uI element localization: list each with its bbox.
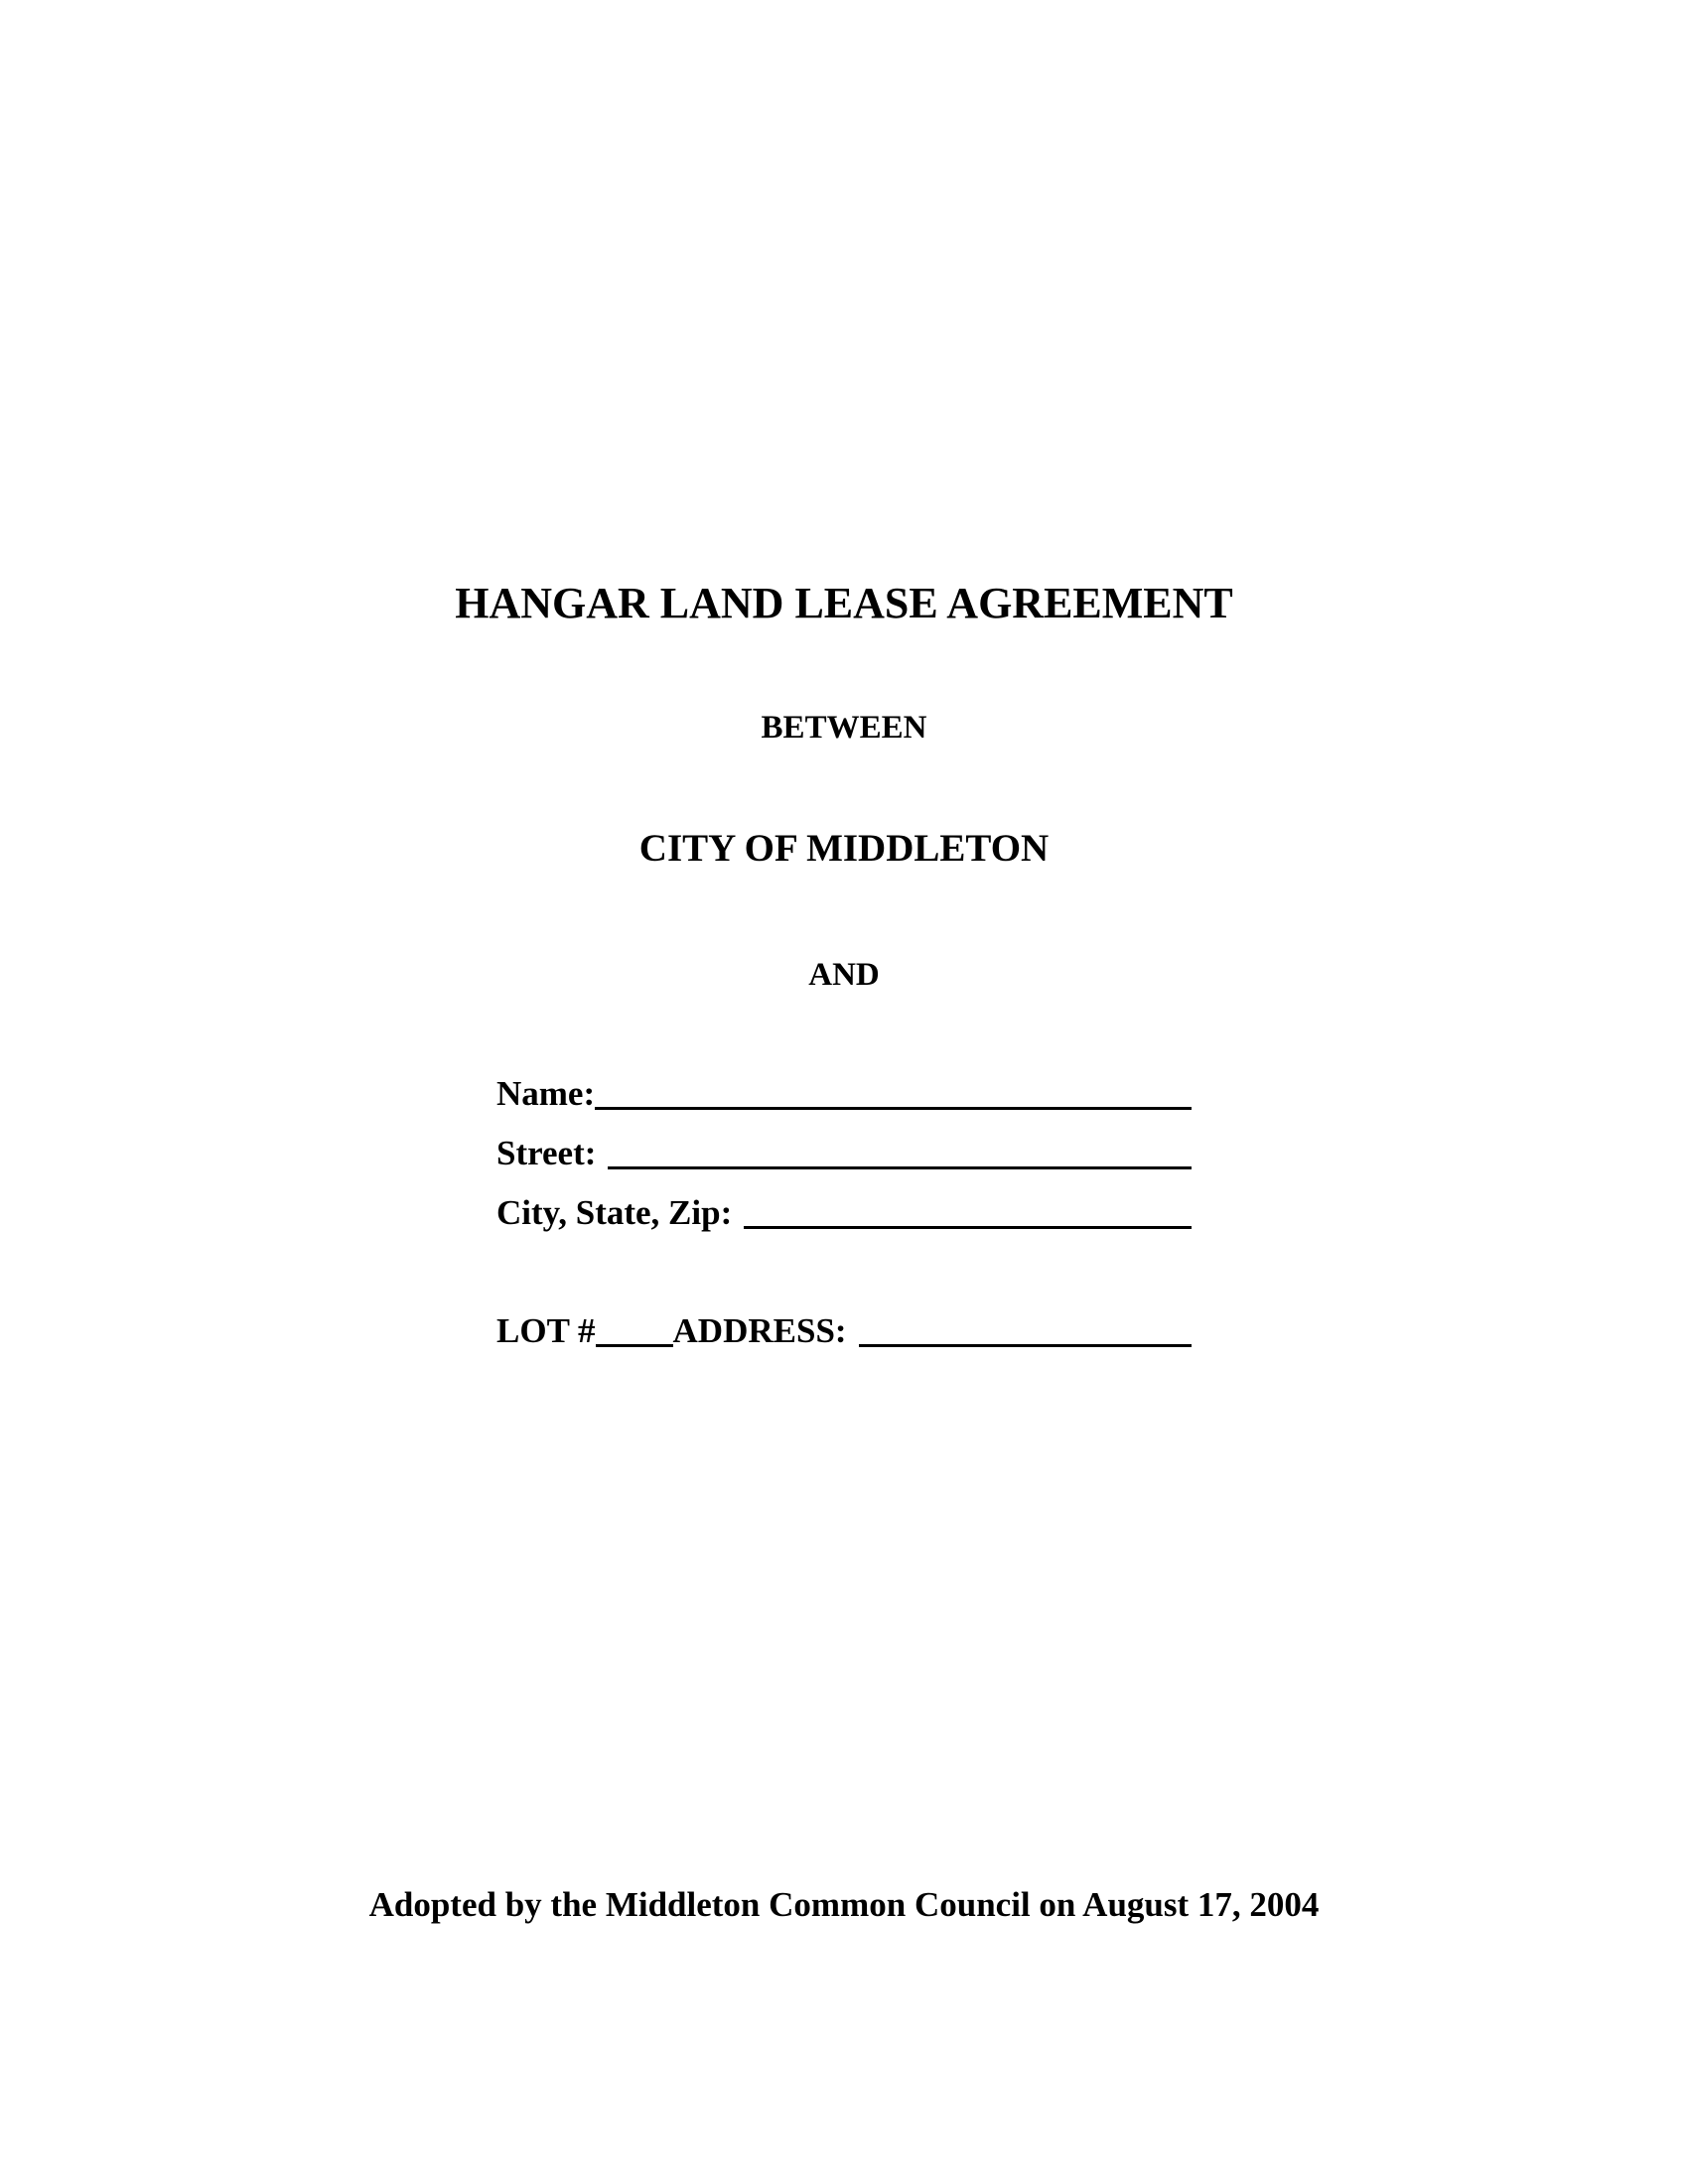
lot-address-field-row	[496, 1305, 1192, 1353]
city-state-zip-label: City, State, Zip:	[496, 1193, 733, 1232]
name-label: Name:	[496, 1074, 596, 1113]
lot-number-blank-line[interactable]	[596, 1306, 673, 1347]
street-label: Street:	[496, 1134, 597, 1172]
name-field-row	[496, 1068, 1192, 1116]
street-blank-line[interactable]	[608, 1129, 1192, 1169]
document-title: HANGAR LAND LEASE AGREEMENT	[455, 579, 1233, 627]
adoption-footer: Adopted by the Middleton Common Council on August 17, 2004	[368, 1885, 1320, 1924]
party-city-name: CITY OF MIDDLETON	[638, 827, 1050, 870]
street-field-row	[496, 1128, 1192, 1175]
name-blank-line[interactable]	[595, 1069, 1192, 1110]
city-state-zip-blank-line[interactable]	[744, 1188, 1192, 1229]
between-label: BETWEEN	[761, 710, 927, 746]
address-blank-line[interactable]	[859, 1306, 1192, 1347]
address-label: ADDRESS:	[672, 1311, 847, 1350]
city-state-zip-field-row	[496, 1187, 1192, 1235]
and-label: AND	[808, 957, 880, 993]
lot-label: LOT #	[496, 1311, 596, 1350]
